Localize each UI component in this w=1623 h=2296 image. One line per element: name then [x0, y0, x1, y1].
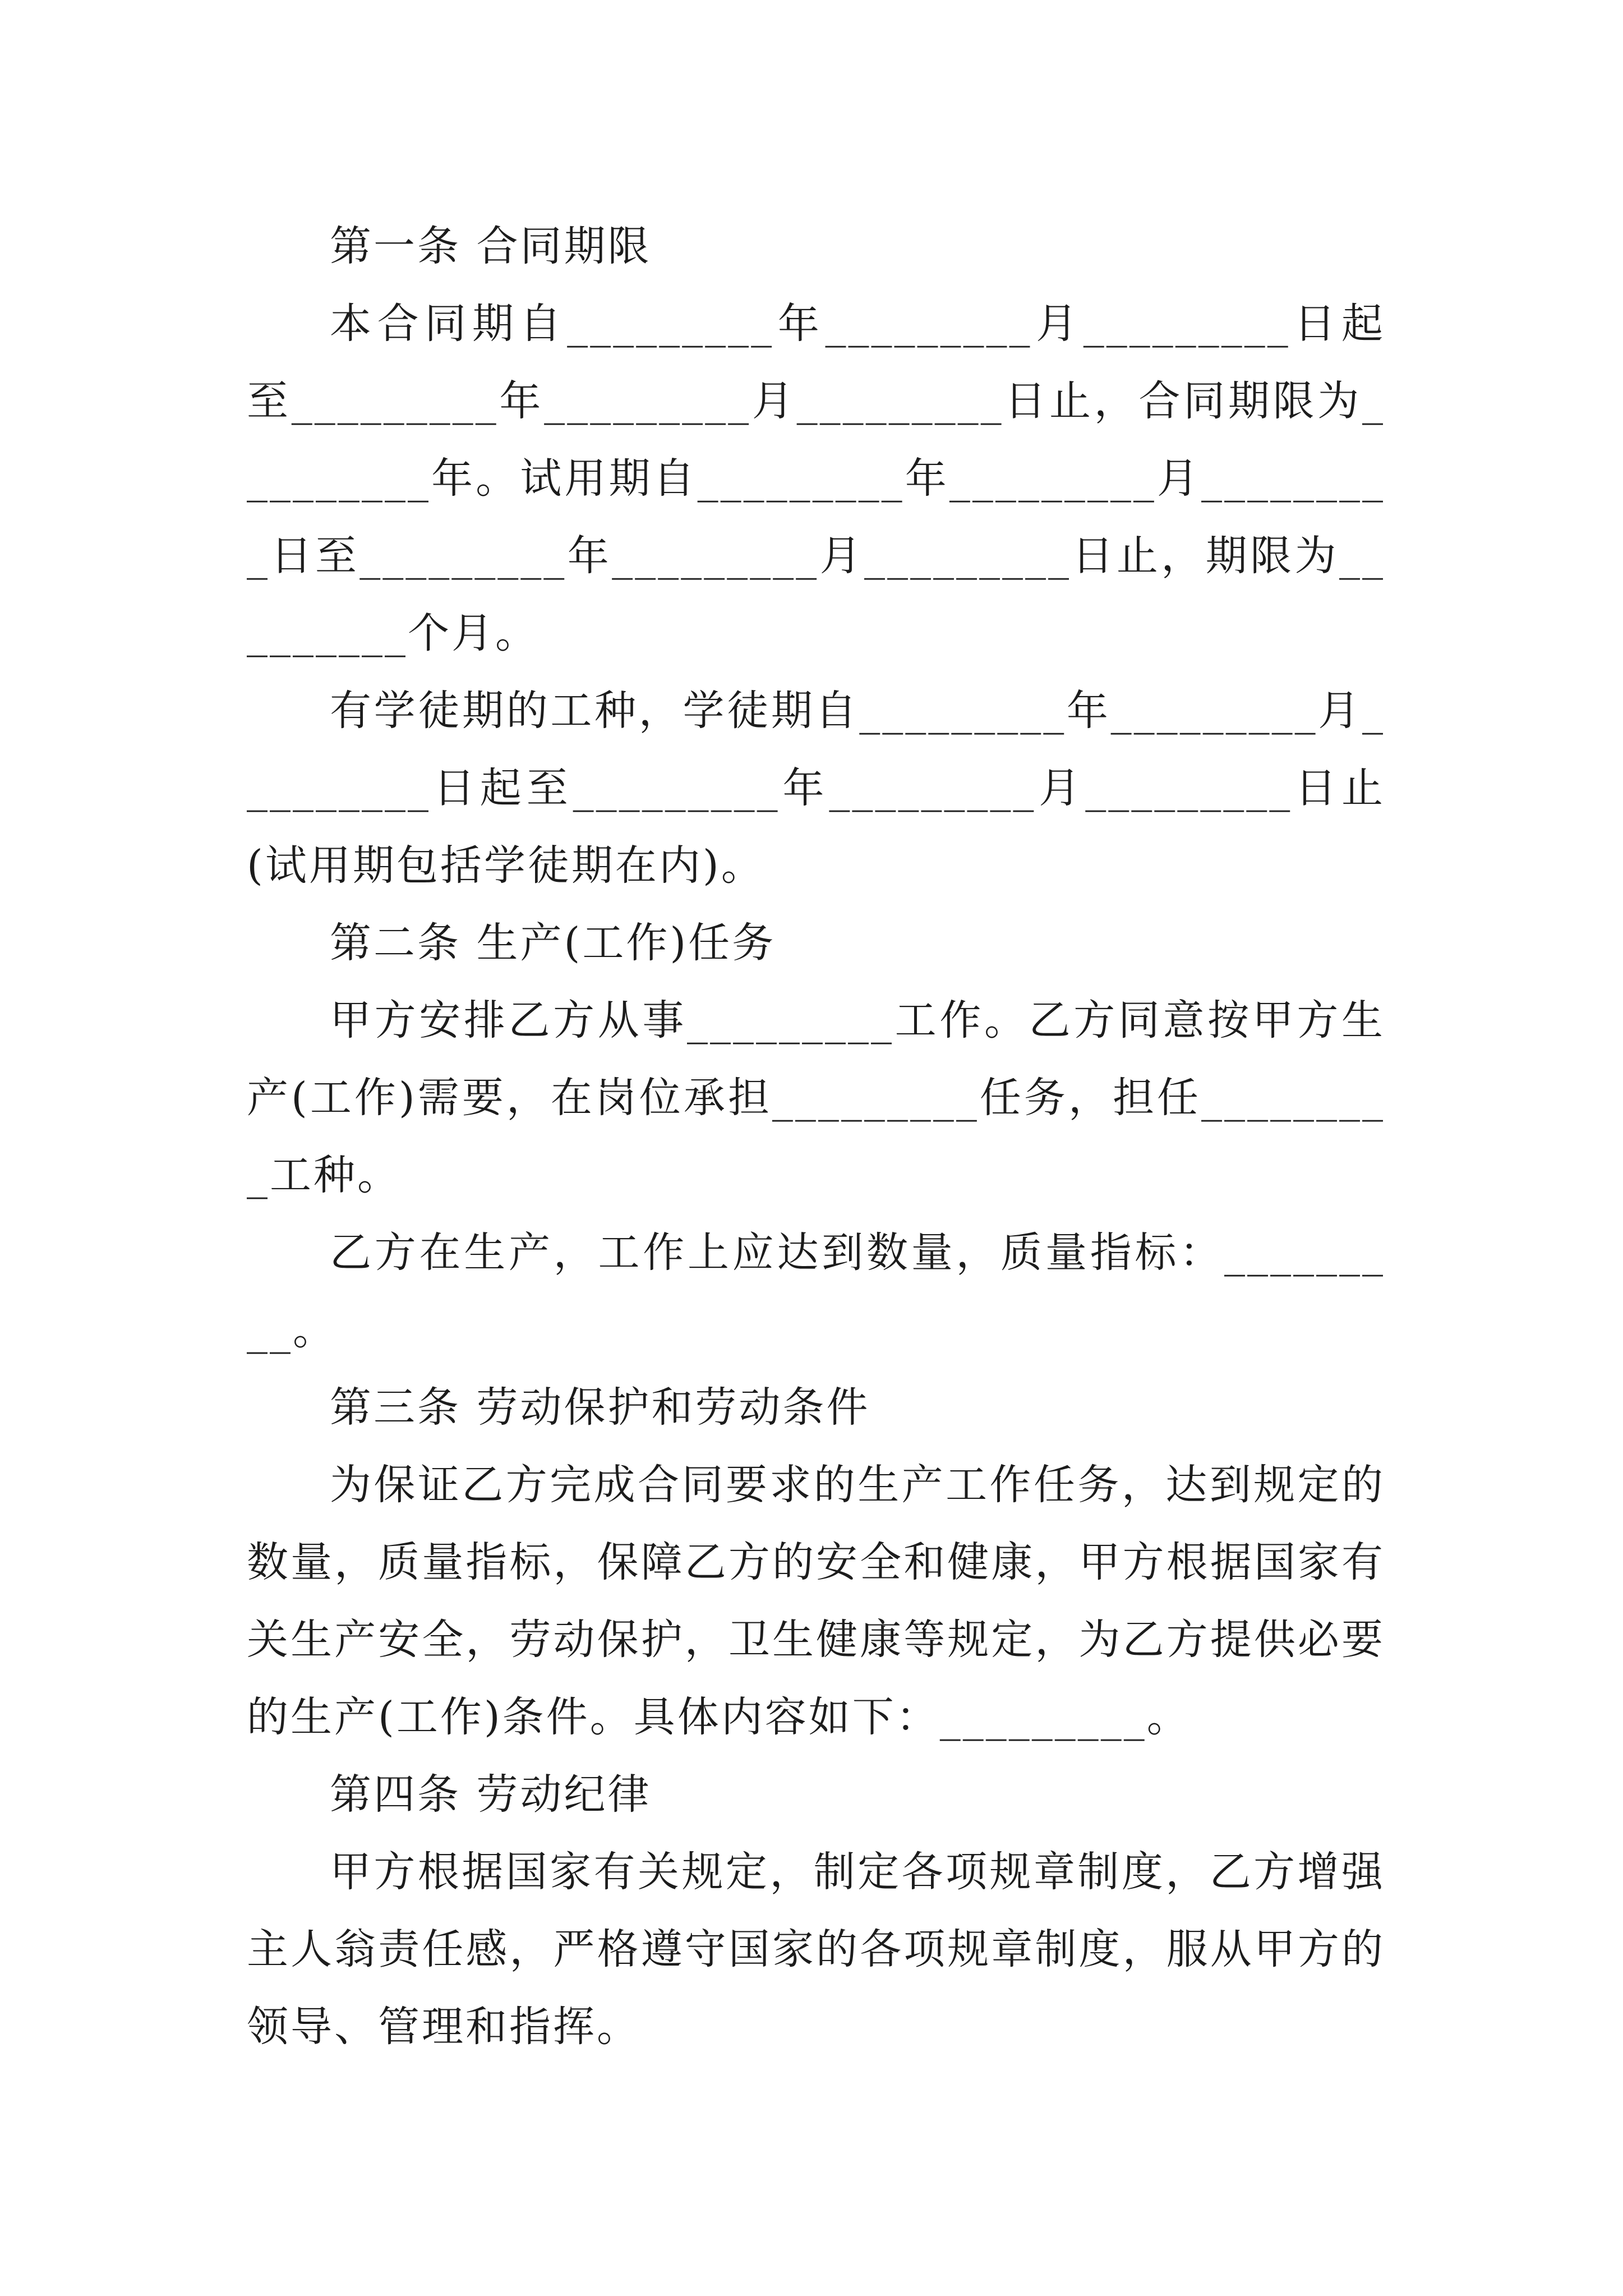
article-2-quota-paragraph: 乙方在生产，工作上应达到数量，质量指标：_________。 [247, 1228, 1385, 1354]
article-2-assignment-paragraph: 甲方安排乙方从事_________工作。乙方同意按甲方生产(工作)需要，在岗位承担_________任务，担任_________工种。 [247, 996, 1385, 1199]
article-4-body-paragraph: 甲方根据国家有关规定，制定各项规章制度，乙方增强主人翁责任感，严格遵守国家的各项规章制度，服从甲方的领导、管理和指挥。 [247, 1848, 1385, 2051]
contract-page [247, 208, 1385, 2065]
article-1-heading: 第一条 合同期限 [330, 222, 652, 270]
article-1-term-paragraph: 本合同期自_________年_________月_________日起至_________年_________月_________日止，合同期限为_________年。试用期自_________年_________月_________日至_________年_________月_________日止，期限为_________个月。 [247, 300, 1385, 657]
article-2-heading: 第二条 生产(工作)任务 [330, 919, 776, 967]
article-1-apprentice-paragraph: 有学徒期的工种，学徒期自_________年_________月_________日起至_________年_________月_________日止(试用期包括学徒期在内)。 [247, 687, 1385, 890]
article-3-heading: 第三条 劳动保护和劳动条件 [330, 1383, 870, 1432]
article-4-heading: 第四条 劳动纪律 [330, 1770, 652, 1819]
article-3-body-paragraph: 为保证乙方完成合同要求的生产工作任务，达到规定的数量，质量指标，保障乙方的安全和健康，甲方根据国家有关生产安全，劳动保护，卫生健康等规定，为乙方提供必要的生产(工作)条件。具体内容如下：_________。 [247, 1461, 1385, 1741]
